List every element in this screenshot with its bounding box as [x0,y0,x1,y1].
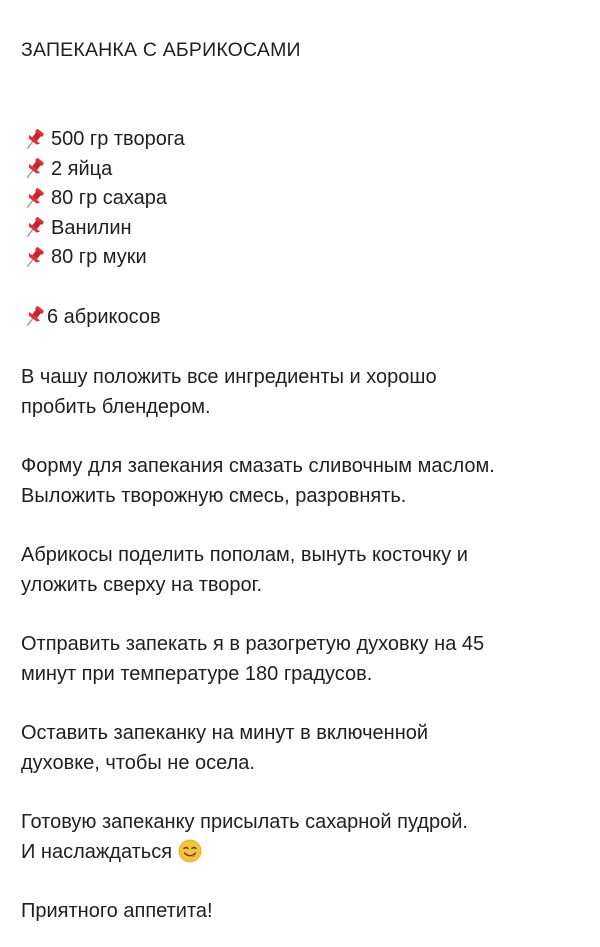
recipe-title: ЗАПЕКАНКА С АБРИКОСАМИ [21,39,301,61]
ingredient-text: Ванилин [51,216,132,239]
closing-text: Приятного аппетита! [21,899,213,922]
step-paragraph [21,362,580,422]
step-line: пробить блендером. [21,395,211,418]
step-paragraph [21,451,580,511]
step-line-with-emoji [21,837,580,867]
step-paragraph [21,540,580,600]
ingredient-text: 2 яйца [51,157,113,180]
step-line: Абрикосы поделить пополам, вынуть косточку и [21,543,468,566]
step-line: духовке, чтобы не осела. [21,751,255,774]
step-paragraph [21,629,580,689]
pushpin-icon [21,127,47,153]
ingredient-item [21,125,580,155]
ingredient-text: 80 гр сахара [51,187,168,209]
closing-line [21,896,580,926]
step-line: Оставить запеканку на минут в включенной [21,721,429,744]
step-line: минут при температуре 180 градусов. [21,662,373,685]
pushpin-icon [21,156,47,182]
step-line: Форму для запекания смазать сливочным маслом. [21,454,495,477]
extra-ingredient-list [21,302,580,332]
ingredient-item [21,243,580,273]
step-paragraph [21,807,580,867]
yum-face-icon [178,839,202,863]
ingredient-list [21,125,580,273]
step-line: Отправить запекать я в разогретую духовку на 45 [21,632,485,655]
pushpin-icon [21,186,47,212]
step-line: уложить сверху на творог. [21,573,263,596]
step-paragraph [21,718,580,778]
step-line: Выложить творожную смесь, разровнять. [21,484,407,507]
ingredient-item [21,214,580,244]
ingredient-text: 6 абрикосов [47,305,161,328]
ingredient-text: 80 гр муки [51,246,147,268]
step-line: Готовую запеканку присылать сахарной пудрой. [21,810,468,833]
ingredient-item [21,155,580,185]
ingredient-item [21,302,580,332]
step-line: В чашу положить все ингредиенты и хорошо [21,365,437,388]
pushpin-icon [21,215,47,241]
ingredient-item [21,184,580,214]
pushpin-icon [21,245,47,271]
ingredient-text: 500 гр творога [51,128,185,150]
step-line-text: И наслаждаться [21,840,173,863]
pushpin-icon [21,304,47,330]
